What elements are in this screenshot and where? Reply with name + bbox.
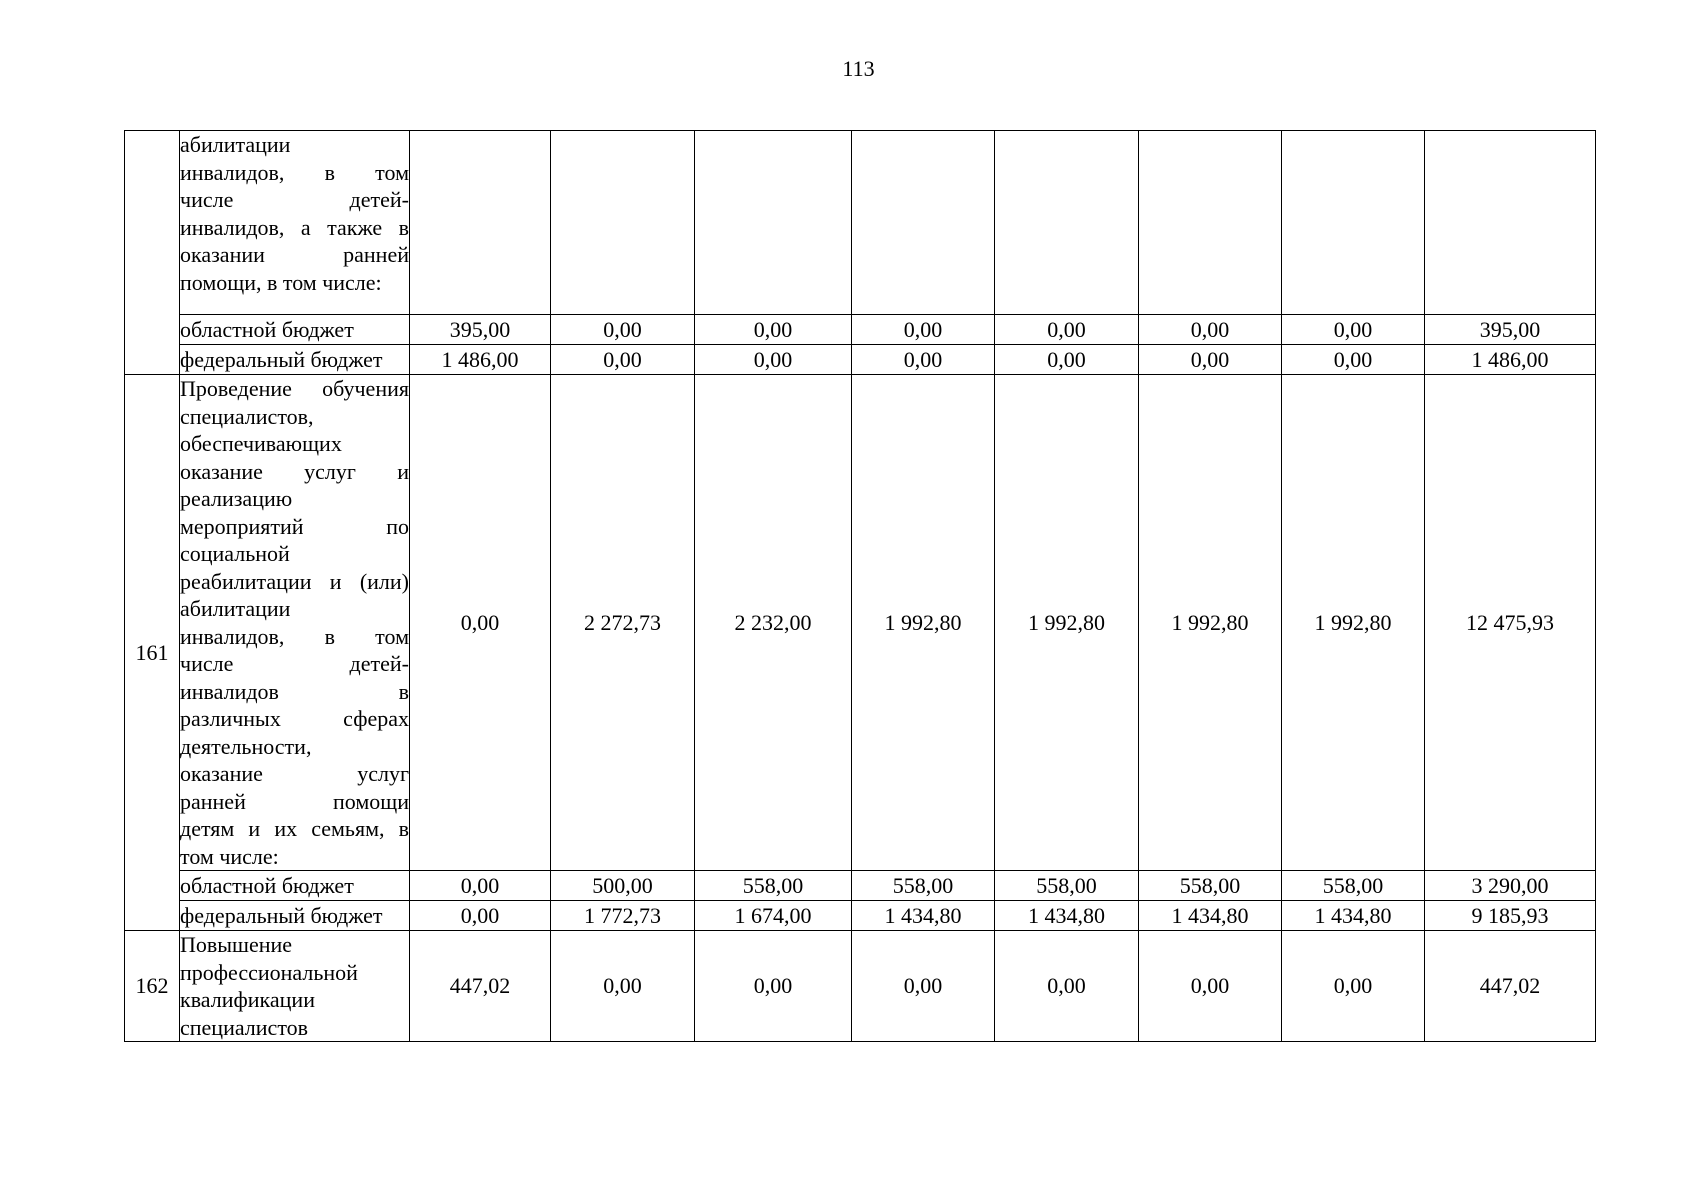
value-cell: 0,00 — [695, 315, 852, 345]
value-cell — [852, 131, 995, 315]
budget-subrow — [125, 345, 1596, 375]
value-cell: 0,00 — [551, 345, 695, 375]
row-description — [180, 131, 410, 315]
description-line: инвалидов в — [180, 678, 409, 704]
value-cell: 1 674,00 — [695, 901, 852, 931]
value-cell: 0,00 — [995, 315, 1139, 345]
value-cell: 558,00 — [852, 871, 995, 901]
total-cell: 1 486,00 — [1425, 345, 1596, 375]
value-cell: 0,00 — [695, 345, 852, 375]
description-line: деятельности, — [180, 733, 312, 759]
budget-source-label: федеральный бюджет — [180, 901, 410, 931]
total-cell: 3 290,00 — [1425, 871, 1596, 901]
value-cell: 558,00 — [995, 871, 1139, 901]
description-line: социальной — [180, 541, 290, 566]
description-line: инвалидов, в том — [180, 159, 409, 185]
value-cell — [995, 131, 1139, 315]
value-cell: 0,00 — [1282, 931, 1425, 1042]
description-line: Повышение — [180, 932, 293, 957]
table-row — [125, 375, 1596, 871]
value-cell: 0,00 — [695, 931, 852, 1042]
value-cell: 1 434,80 — [852, 901, 995, 931]
value-cell: 1 992,80 — [1282, 375, 1425, 871]
row-number: 161 — [125, 375, 180, 931]
total-cell: 395,00 — [1425, 315, 1596, 345]
description-line: числе детей- — [180, 651, 409, 676]
value-cell: 558,00 — [1139, 871, 1282, 901]
description-line: числе детей- — [180, 187, 409, 212]
value-cell: 0,00 — [995, 931, 1139, 1042]
description-line: специалистов, — [180, 403, 314, 429]
budget-source-label: областной бюджет — [180, 315, 410, 345]
description-line: профессиональной — [180, 959, 358, 985]
budget-source-label: федеральный бюджет — [180, 345, 410, 375]
value-cell: 1 992,80 — [1139, 375, 1282, 871]
budget-table — [124, 130, 1596, 1042]
value-cell: 1 772,73 — [551, 901, 695, 931]
value-cell: 0,00 — [410, 901, 551, 931]
description-line: Проведение обучения — [180, 376, 409, 401]
row-number — [125, 131, 180, 375]
value-cell: 1 486,00 — [410, 345, 551, 375]
total-cell: 447,02 — [1425, 931, 1596, 1042]
value-cell: 1 992,80 — [995, 375, 1139, 871]
row-number: 162 — [125, 931, 180, 1042]
value-cell — [1282, 131, 1425, 315]
description-line: инвалидов, в том — [180, 623, 409, 649]
value-cell: 0,00 — [852, 931, 995, 1042]
value-cell: 500,00 — [551, 871, 695, 901]
value-cell: 395,00 — [410, 315, 551, 345]
budget-subrow — [125, 871, 1596, 901]
table-row — [125, 931, 1596, 1042]
description-line: реализацию — [180, 486, 293, 511]
page-number: 113 — [842, 56, 875, 81]
description-line: оказании ранней — [180, 242, 409, 267]
value-cell: 2 232,00 — [695, 375, 852, 871]
description-line: специалистов — [180, 1014, 309, 1040]
value-cell: 558,00 — [1282, 871, 1425, 901]
total-cell: 9 185,93 — [1425, 901, 1596, 931]
row-description — [180, 375, 410, 871]
description-line: инвалидов, а также в — [180, 214, 409, 240]
table-row-continued — [125, 131, 1596, 315]
budget-source-label: областной бюджет — [180, 871, 410, 901]
budget-subrow — [125, 901, 1596, 931]
value-cell — [695, 131, 852, 315]
description-line: помощи, в том числе: — [180, 269, 382, 295]
description-line: оказание услуг — [180, 761, 409, 786]
value-cell: 0,00 — [551, 931, 695, 1042]
description-line: мероприятий по — [180, 513, 409, 539]
value-cell: 0,00 — [852, 315, 995, 345]
value-cell: 0,00 — [410, 375, 551, 871]
description-line: квалификации — [180, 987, 315, 1012]
value-cell: 0,00 — [1282, 345, 1425, 375]
description-line: реабилитации и (или) — [180, 568, 409, 594]
description-line: обеспечивающих — [180, 431, 342, 456]
description-line: том числе: — [180, 843, 279, 869]
value-cell — [410, 131, 551, 315]
budget-subrow — [125, 315, 1596, 345]
description-line: различных сферах — [180, 706, 409, 731]
description-line: абилитации — [180, 596, 291, 621]
value-cell: 0,00 — [852, 345, 995, 375]
value-cell: 1 434,80 — [995, 901, 1139, 931]
value-cell: 0,00 — [410, 871, 551, 901]
value-cell — [551, 131, 695, 315]
description-line: абилитации — [180, 132, 291, 157]
value-cell: 1 434,80 — [1139, 901, 1282, 931]
value-cell: 558,00 — [695, 871, 852, 901]
value-cell: 447,02 — [410, 931, 551, 1042]
row-description — [180, 931, 410, 1042]
value-cell: 0,00 — [1139, 315, 1282, 345]
value-cell: 0,00 — [995, 345, 1139, 375]
value-cell: 0,00 — [1282, 315, 1425, 345]
description-line: детям и их семьям, в — [180, 816, 409, 841]
value-cell: 0,00 — [1139, 931, 1282, 1042]
value-cell: 0,00 — [551, 315, 695, 345]
value-cell — [1139, 131, 1282, 315]
description-line: оказание услуг и — [180, 458, 409, 484]
value-cell: 2 272,73 — [551, 375, 695, 871]
value-cell: 1 992,80 — [852, 375, 995, 871]
description-line: ранней помощи — [180, 788, 409, 814]
value-cell: 0,00 — [1139, 345, 1282, 375]
value-cell — [1425, 131, 1596, 315]
value-cell: 1 434,80 — [1282, 901, 1425, 931]
total-cell: 12 475,93 — [1425, 375, 1596, 871]
